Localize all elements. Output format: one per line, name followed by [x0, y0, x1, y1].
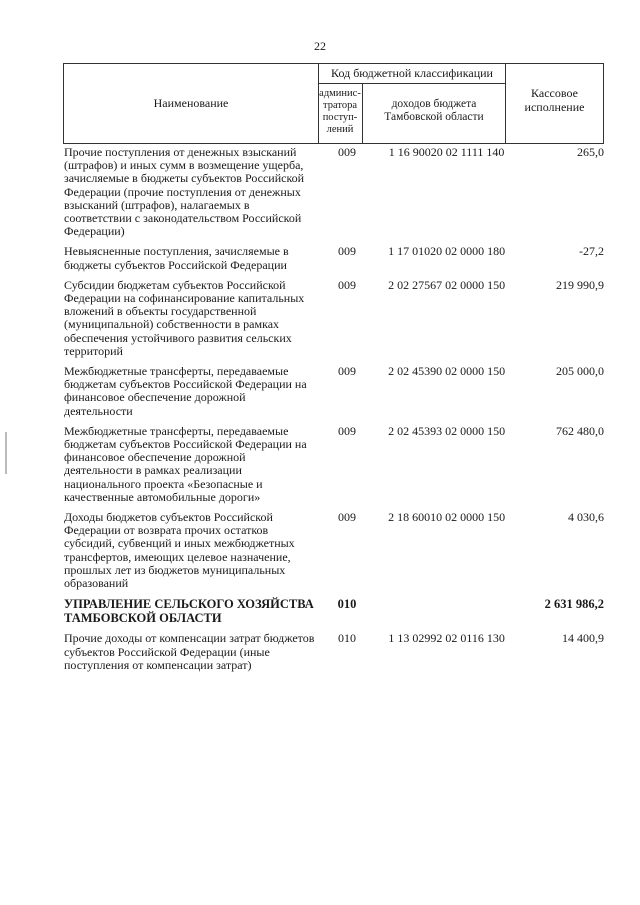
row-income-code — [375, 597, 518, 625]
table-row — [64, 279, 604, 358]
row-admin-code: 009 — [337, 145, 356, 159]
row-income-code: 1 17 01020 02 0000 180 — [388, 244, 506, 259]
table-row — [64, 425, 604, 504]
row-admin-code: 010 — [337, 597, 357, 612]
row-value: 205 000,0 — [556, 364, 605, 379]
header-cash: Кассовое исполнение — [524, 86, 585, 114]
row-name: Субсидии бюджетам субъектов Российской Федерации на софинансирование капитальных вложений в объекты государственной (муниципальной) собственности в рамках обеспечения устойчивого развития сельских территорий — [64, 277, 305, 358]
row-income-code: 2 02 45390 02 0000 150 — [388, 364, 506, 379]
row-income-code: 2 18 60010 02 0000 150 — [388, 510, 506, 525]
table-row — [64, 146, 604, 238]
row-income-code: 1 13 02992 02 0116 130 — [388, 631, 505, 646]
row-admin-code: 009 — [337, 277, 356, 292]
row-admin-code: 009 — [337, 510, 356, 525]
header-name: Наименование — [153, 96, 229, 110]
row-income-code: 2 02 45393 02 0000 150 — [388, 423, 506, 438]
row-name: Доходы бюджетов субъектов Российской Федерации от возврата прочих остатков субсидий, субвенций и иных межбюджетных трансфертов, имеющих целевое назначение, прошлых лет из бюджетов муниципальных образований — [64, 510, 295, 591]
table-row — [64, 365, 604, 418]
row-name: Прочие поступления от денежных взысканий (штрафов) и иных сумм в возмещение ущерба, зачисляемые в бюджеты субъектов Российской Федерации (прочие поступления от денежных взысканий (штрафов), налагаемых в соответствии с законодательством Российской Федерации) — [64, 145, 305, 239]
page-number: 22 — [314, 39, 326, 53]
row-name: УПРАВЛЕНИЕ СЕЛЬСКОГО ХОЗЯЙСТВА ТАМБОВСКОЙ ОБЛАСТИ — [64, 597, 314, 626]
section-row — [64, 597, 604, 625]
table-row — [64, 632, 604, 672]
row-name: Прочие доходы от компенсации затрат бюджетов субъектов Российской Федерации (иные поступления от компенсации затрат) — [64, 631, 315, 672]
row-admin-code: 010 — [337, 631, 356, 646]
header-group-label: Код бюджетной классификации — [331, 66, 493, 80]
row-income-code: 2 02 27567 02 0000 150 — [388, 277, 506, 292]
row-value: 2 631 986,2 — [544, 597, 605, 612]
row-income-code: 1 16 90020 02 1111 140 — [388, 145, 505, 159]
row-admin-code: 009 — [337, 244, 356, 259]
row-value: 4 030,6 — [568, 510, 605, 525]
row-admin-code: 009 — [337, 364, 356, 379]
table-row — [64, 245, 604, 271]
row-value: 265,0 — [577, 145, 605, 159]
header-admin: админис- тратора поступ- лений — [319, 88, 361, 135]
row-value: 14 400,9 — [562, 631, 605, 646]
table-row — [64, 511, 604, 590]
row-value: 219 990,9 — [556, 277, 605, 292]
row-name: Межбюджетные трансферты, передаваемые бюджетам субъектов Российской Федерации на финансовое обеспечение дорожной деятельности в рамках реализации национального проекта «Безопасные и качественные автомобильные дороги» — [64, 423, 307, 504]
row-name: Невыясненные поступления, зачисляемые в бюджеты субъектов Российской Федерации — [64, 244, 289, 272]
scan-artifact — [5, 432, 7, 474]
row-value: -27,2 — [579, 244, 605, 259]
table-body — [64, 146, 604, 679]
row-name: Межбюджетные трансферты, передаваемые бюджетам субъектов Российской Федерации на финансовое обеспечение дорожной деятельности — [64, 364, 307, 418]
header-income: доходов бюджета Тамбовской области — [384, 98, 484, 123]
row-value: 762 480,0 — [556, 423, 605, 438]
row-admin-code: 009 — [337, 423, 356, 438]
